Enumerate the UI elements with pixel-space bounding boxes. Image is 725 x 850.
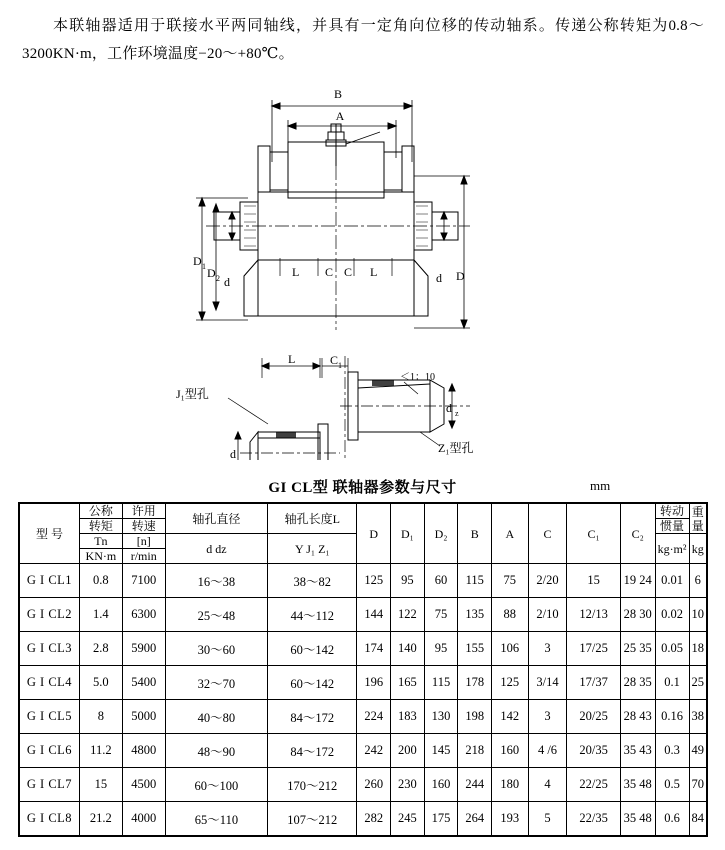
dim-label-dz: d	[446, 401, 452, 415]
dim-label-L-right: L	[370, 265, 378, 279]
cell-weight: 25	[689, 666, 707, 700]
cell-C2: 35 48	[620, 802, 655, 837]
cell-inertia: 0.02	[655, 598, 689, 632]
dim-label-C1-sub: 1	[338, 361, 342, 370]
cell-D1: 200	[391, 734, 425, 768]
cell-B: 198	[458, 700, 492, 734]
dim-label-A: A	[335, 109, 345, 123]
table-body	[19, 564, 707, 837]
cell-speed: 4000	[122, 802, 165, 837]
table-unit-label: mm	[590, 478, 611, 493]
header-D2: D₂	[424, 503, 458, 564]
cell-bore-len: 44～112	[268, 598, 357, 632]
cell-bore-len: 60～142	[268, 666, 357, 700]
table-caption-row	[0, 476, 725, 498]
header-C: C	[528, 503, 567, 564]
cell-C2: 28 35	[620, 666, 655, 700]
cell-D2: 130	[424, 700, 458, 734]
cell-weight: 38	[689, 700, 707, 734]
cell-C: 2/10	[528, 598, 567, 632]
header-B: B	[458, 503, 492, 564]
cell-model: G I CL6	[19, 734, 79, 768]
cell-C1: 20/25	[567, 700, 620, 734]
cell-D1: 140	[391, 632, 425, 666]
cell-bore-len: 107～212	[268, 802, 357, 837]
parameters-table	[18, 502, 708, 837]
cell-D1: 230	[391, 768, 425, 802]
cell-B: 115	[458, 564, 492, 598]
cell-D2: 95	[424, 632, 458, 666]
header-torque-4: KN·m	[79, 549, 122, 564]
cell-D: 174	[357, 632, 391, 666]
cell-model: G I CL3	[19, 632, 79, 666]
cell-D2: 75	[424, 598, 458, 632]
technical-drawing	[0, 80, 725, 460]
cell-B: 218	[458, 734, 492, 768]
cell-D1: 165	[391, 666, 425, 700]
cell-C2: 35 43	[620, 734, 655, 768]
cell-C2: 35 48	[620, 768, 655, 802]
cell-C1: 17/37	[567, 666, 620, 700]
cell-A: 125	[492, 666, 528, 700]
cell-D: 196	[357, 666, 391, 700]
j1-hole-label: J₁型孔	[176, 387, 209, 401]
coupling-drawing-svg	[0, 80, 725, 460]
cell-torque: 0.8	[79, 564, 122, 598]
dim-label-D2-sub: 2	[216, 274, 220, 283]
cell-A: 180	[492, 768, 528, 802]
header-bore-dia-2: d dz	[165, 534, 268, 564]
cell-speed: 5400	[122, 666, 165, 700]
cell-D: 242	[357, 734, 391, 768]
cell-torque: 1.4	[79, 598, 122, 632]
header-weight-2: kg	[689, 534, 707, 564]
cell-bore-len: 170～212	[268, 768, 357, 802]
cell-bore-len: 84～172	[268, 734, 357, 768]
cell-C2: 25 35	[620, 632, 655, 666]
intro-paragraph	[22, 12, 704, 68]
cell-C1: 22/35	[567, 802, 620, 837]
cell-model: G I CL4	[19, 666, 79, 700]
cell-D: 282	[357, 802, 391, 837]
cell-torque: 21.2	[79, 802, 122, 837]
cell-A: 75	[492, 564, 528, 598]
header-C2: C₂	[620, 503, 655, 564]
cell-A: 160	[492, 734, 528, 768]
cell-weight: 18	[689, 632, 707, 666]
cell-model: G I CL5	[19, 700, 79, 734]
cell-B: 244	[458, 768, 492, 802]
cell-bore-len: 84～172	[268, 700, 357, 734]
header-D: D	[357, 503, 391, 564]
dim-label-B: B	[333, 87, 343, 101]
header-torque-1: 公称	[79, 503, 122, 519]
header-C1: C₁	[567, 503, 620, 564]
cell-C2: 19 24	[620, 564, 655, 598]
cell-B: 155	[458, 632, 492, 666]
cell-bore-dia: 16～38	[165, 564, 268, 598]
dim-label-d-right: d	[436, 271, 442, 285]
cell-D: 125	[357, 564, 391, 598]
dim-label-C1: C	[330, 353, 339, 367]
table-caption: GI CL型 联轴器参数与尺寸	[268, 480, 457, 496]
header-torque-2: 转矩	[79, 519, 122, 534]
cell-C2: 28 30	[620, 598, 655, 632]
dim-label-d-left: d	[224, 275, 230, 289]
cell-A: 106	[492, 632, 528, 666]
cell-C1: 17/25	[567, 632, 620, 666]
cell-B: 178	[458, 666, 492, 700]
cell-B: 264	[458, 802, 492, 837]
cell-bore-len: 38～82	[268, 564, 357, 598]
cell-speed: 5900	[122, 632, 165, 666]
cell-speed: 7100	[122, 564, 165, 598]
cell-bore-dia: 25～48	[165, 598, 268, 632]
header-speed-3: [n]	[122, 534, 165, 549]
cell-C: 3/14	[528, 666, 567, 700]
header-bore-dia-1: 轴孔直径	[165, 503, 268, 534]
header-A: A	[492, 503, 528, 564]
cell-C: 5	[528, 802, 567, 837]
cell-inertia: 0.1	[655, 666, 689, 700]
cell-D2: 145	[424, 734, 458, 768]
dim-label-D: D	[456, 269, 465, 283]
cell-bore-len: 60～142	[268, 632, 357, 666]
header-bore-len-2: Y J₁ Z₁	[268, 534, 357, 564]
dim-label-C-right: C	[344, 265, 353, 279]
cell-inertia: 0.6	[655, 802, 689, 837]
cell-B: 135	[458, 598, 492, 632]
cell-bore-dia: 48～90	[165, 734, 268, 768]
cell-D1: 245	[391, 802, 425, 837]
table-row	[19, 768, 707, 802]
cell-inertia: 0.05	[655, 632, 689, 666]
cell-torque: 5.0	[79, 666, 122, 700]
cell-D: 260	[357, 768, 391, 802]
cell-model: G I CL2	[19, 598, 79, 632]
cell-speed: 4800	[122, 734, 165, 768]
cell-C2: 28 43	[620, 700, 655, 734]
table-row	[19, 734, 707, 768]
dim-label-C-left: C	[325, 265, 334, 279]
table-head	[19, 503, 707, 564]
dim-label-d-detail: d	[230, 447, 236, 460]
cell-C1: 20/35	[567, 734, 620, 768]
cell-D1: 95	[391, 564, 425, 598]
dim-label-L-left: L	[292, 265, 300, 279]
dim-label-dz-sub: z	[455, 409, 459, 418]
taper-label: ＜1：10	[400, 372, 435, 383]
table-row	[19, 632, 707, 666]
header-inertia-1: 转动	[655, 503, 689, 519]
cell-torque: 11.2	[79, 734, 122, 768]
cell-D2: 160	[424, 768, 458, 802]
header-torque-3: Tn	[79, 534, 122, 549]
cell-C: 4 /6	[528, 734, 567, 768]
cell-speed: 6300	[122, 598, 165, 632]
cell-C: 3	[528, 700, 567, 734]
table-row	[19, 598, 707, 632]
header-speed-1: 许用	[122, 503, 165, 519]
table-row	[19, 666, 707, 700]
cell-C1: 12/13	[567, 598, 620, 632]
cell-C: 2/20	[528, 564, 567, 598]
cell-A: 193	[492, 802, 528, 837]
cell-D1: 122	[391, 598, 425, 632]
cell-D2: 115	[424, 666, 458, 700]
cell-weight: 6	[689, 564, 707, 598]
cell-speed: 5000	[122, 700, 165, 734]
cell-torque: 2.8	[79, 632, 122, 666]
cell-inertia: 0.5	[655, 768, 689, 802]
cell-torque: 8	[79, 700, 122, 734]
cell-weight: 49	[689, 734, 707, 768]
cell-speed: 4500	[122, 768, 165, 802]
cell-bore-dia: 40～80	[165, 700, 268, 734]
table-row	[19, 802, 707, 837]
header-bore-len-1: 轴孔长度L	[268, 503, 357, 534]
cell-bore-dia: 60～100	[165, 768, 268, 802]
cell-weight: 10	[689, 598, 707, 632]
cell-weight: 84	[689, 802, 707, 837]
header-speed-4: r/min	[122, 549, 165, 564]
header-weight-1: 重量	[689, 503, 707, 534]
header-inertia-3: kg·m²	[655, 534, 689, 564]
cell-bore-dia: 32～70	[165, 666, 268, 700]
header-row-1	[19, 503, 707, 519]
dim-label-L-detail: L	[288, 352, 296, 366]
cell-D2: 60	[424, 564, 458, 598]
cell-inertia: 0.01	[655, 564, 689, 598]
header-model: 型 号	[19, 503, 79, 564]
table-row	[19, 564, 707, 598]
cell-A: 142	[492, 700, 528, 734]
cell-D1: 183	[391, 700, 425, 734]
cell-D: 224	[357, 700, 391, 734]
cell-D: 144	[357, 598, 391, 632]
cell-bore-dia: 65～110	[165, 802, 268, 837]
cell-inertia: 0.16	[655, 700, 689, 734]
cell-C: 3	[528, 632, 567, 666]
cell-bore-dia: 30～60	[165, 632, 268, 666]
cell-torque: 15	[79, 768, 122, 802]
cell-model: G I CL7	[19, 768, 79, 802]
header-D1: D₁	[391, 503, 425, 564]
cell-model: G I CL8	[19, 802, 79, 837]
cell-weight: 70	[689, 768, 707, 802]
cell-D2: 175	[424, 802, 458, 837]
header-speed-2: 转速	[122, 519, 165, 534]
cell-A: 88	[492, 598, 528, 632]
cell-C1: 15	[567, 564, 620, 598]
cell-inertia: 0.3	[655, 734, 689, 768]
cell-C: 4	[528, 768, 567, 802]
intro-text: 本联轴器适用于联接水平两同轴线，并具有一定角向位移的传动轴系。传递公称转矩为0.8～3200KN·m，工作环境温度−20～+80℃。	[22, 18, 704, 62]
cell-C1: 22/25	[567, 768, 620, 802]
dim-label-D1-sub: 1	[202, 262, 206, 271]
cell-model: G I CL1	[19, 564, 79, 598]
header-inertia-2: 惯量	[655, 519, 689, 534]
z1-hole-label: Z₁型孔	[438, 441, 474, 455]
dim-label-D2: D	[207, 266, 216, 280]
dim-label-D1: D	[193, 254, 202, 268]
table-row	[19, 700, 707, 734]
